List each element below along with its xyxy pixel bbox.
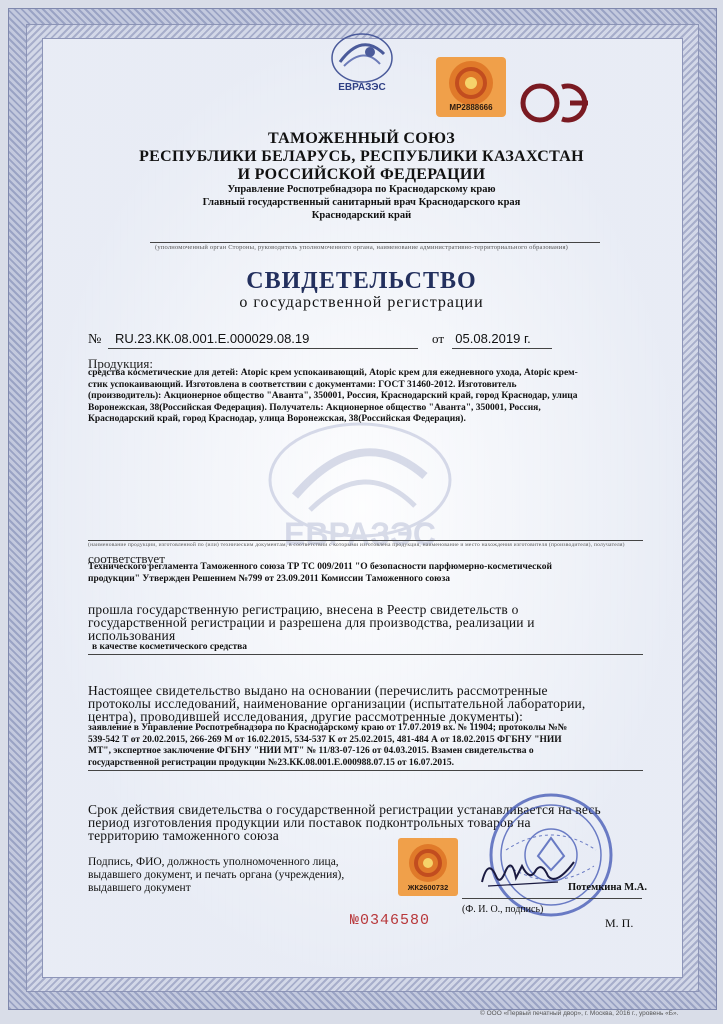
fio-hint: (Ф. И. О., подпись): [462, 904, 544, 915]
product-line: Воронежская, 38(Российская Федерация). Получатель: Акционерное общество "Аванта", 350001, Россия,: [88, 402, 541, 413]
mp-label: М. П.: [605, 916, 634, 930]
basis-detail-line: государственной регистрации продукции №23.КК.08.001.Е.000988.07.15 от 16.07.2015.: [88, 757, 455, 768]
certificate-number: RU.23.КК.08.001.Е.000029.08.19: [114, 331, 310, 346]
basis-details: [88, 723, 648, 769]
usage-text: в качестве косметического средства: [92, 642, 248, 652]
authority-underline: [150, 242, 600, 243]
eurasec-emblem: [320, 28, 404, 98]
hologram-bottom-code: ЖК2600732: [407, 883, 449, 892]
basis-line: протоколы исследований, наименование организации (испытательной лаборатории,: [88, 696, 586, 711]
basis-detail-line: заявление в Управление Роспотребнадзора по Краснодарскому краю от 17.07.2019 вх. № 11904; протоколы №№: [88, 723, 568, 733]
blank-serial-number: №0346580: [350, 912, 431, 929]
union-line: РЕСПУБЛИКИ БЕЛАРУСЬ, РЕСПУБЛИКИ КАЗАХСТАН: [139, 148, 584, 165]
date-row: [432, 331, 531, 347]
basis-statement: [88, 684, 648, 723]
date-underline: [452, 348, 552, 349]
conformity-line: продукции" Утвержден Решением №799 от 23.09.2011 Комиссии Таможенного союза: [88, 573, 451, 584]
basis-underline: [88, 770, 643, 771]
signature-caption-line: Подпись, ФИО, должность уполномоченного лица,: [88, 856, 339, 868]
basis-detail-line: 539-542 Т от 20.02.2015, 266-269 М от 16.02.2015, 534-537 К от 25.02.2015, 481-484 А от 18.02.2015 ФГБНУ "НИИ: [88, 734, 562, 745]
product-underline: [88, 540, 643, 541]
emblem-text: ЕВРАЗЭС: [338, 82, 386, 93]
union-line: ТАМОЖЕННЫЙ СОЮЗ: [267, 130, 456, 147]
signer-name: Потемкина М.А.: [568, 882, 648, 893]
authority-block: [0, 183, 723, 222]
conformity-mark: [520, 83, 602, 123]
printer-note: © ООО «Первый печатный двор», г. Москва, 2016 г., уровень «Б».: [480, 1010, 679, 1017]
authority-line: Главный государственный санитарный врач Краснодарского края: [202, 197, 521, 208]
basis-detail-line: МТ", экспертное заключение ФГБНУ "НИИ МТ" № 11/83-07-126 от 04.03.2015. Взамен свидетельства о: [88, 746, 534, 756]
date-label: от: [432, 331, 445, 346]
union-header: [0, 130, 723, 184]
hologram-sticker: [436, 57, 506, 117]
number-underline: [108, 348, 418, 349]
emblem-watermark: [255, 420, 465, 560]
authority-line: Управление Роспотребнадзора по Краснодарскому краю: [227, 184, 496, 195]
number-label: №: [88, 332, 102, 347]
signature-caption-line: выдавшего документ: [88, 882, 191, 894]
registration-line: использования: [88, 628, 176, 643]
product-line: стик успокаивающий. Изготовлена в соответствии с документами: ГОСТ 31460-2012. Изготовитель: [88, 379, 517, 390]
registration-line: прошла государственную регистрацию, внесена в Реестр свидетельств о: [88, 602, 519, 617]
product-line: Краснодарский край, город Краснодар, улица Воронежская, 38(Российская Федерация).: [88, 414, 466, 424]
validity-line: период изготовления продукции или поставок подконтрольных товаров на: [88, 815, 531, 830]
validity-line: территорию таможенного союза: [88, 828, 279, 843]
signature-caption-line: выдавшего документ, и печать органа (учреждения),: [88, 869, 345, 881]
product-label: Продукция:: [88, 356, 153, 371]
validity-line: Срок действия свидетельства о государственной регистрации устанавливается на весь: [88, 802, 601, 817]
product-line: (производитель): Акционерное общество "Аванта", 350001, Россия, Краснодарский край, город Краснодар, улица: [88, 391, 578, 401]
se-mark-icon: [520, 83, 602, 123]
conformity-text: [88, 562, 648, 585]
product-line: средства косметические для детей: Atopic крем успокаивающий, Atopic крем для ежедневного ухода, Atopic крем-: [88, 368, 578, 378]
document-title: СВИДЕТЕЛЬСТВО: [246, 268, 477, 294]
hologram-code: МР2888666: [449, 103, 493, 112]
usage-underline: [88, 654, 643, 655]
hologram-sticker-bottom: [398, 838, 458, 896]
watermark-text: ЕВРАЗЭС: [283, 516, 436, 552]
registration-statement: [88, 603, 648, 642]
conformity-line: Технического регламента Таможенного союза ТР ТС 009/2011 "О безопасности парфюмерно-косметической: [88, 562, 552, 572]
basis-line: центра), проводившей исследования, другие рассмотренные документы):: [88, 709, 524, 724]
product-hint: (наименование продукции, изготовленной по (или) техническим документам, в соответствии с которыми изготовлена продукция, наименование и место нахождения изготовителя (производителя), получателя): [88, 542, 625, 548]
conformity-label: соответствует: [88, 551, 165, 566]
union-line: И РОССИЙСКОЙ ФЕДЕРАЦИИ: [237, 166, 486, 183]
document-subtitle: о государственной регистрации: [239, 294, 484, 311]
product-description: [88, 368, 648, 426]
certificate-date: 05.08.2019 г.: [455, 331, 531, 346]
signature-underline: [462, 898, 642, 899]
authority-line: Краснодарский край: [311, 210, 412, 221]
certificate-number-row: [88, 331, 648, 348]
basis-line: Настоящее свидетельство выдано на основании (перечислить рассмотренные: [88, 683, 548, 698]
registration-line: государственной регистрации и разрешена для производства, реализации и: [88, 615, 535, 630]
signature-caption: [88, 856, 408, 895]
authority-hint: (уполномоченный орган Стороны, руководитель уполномоченного органа, наименование административно-территориального образования): [155, 244, 568, 251]
